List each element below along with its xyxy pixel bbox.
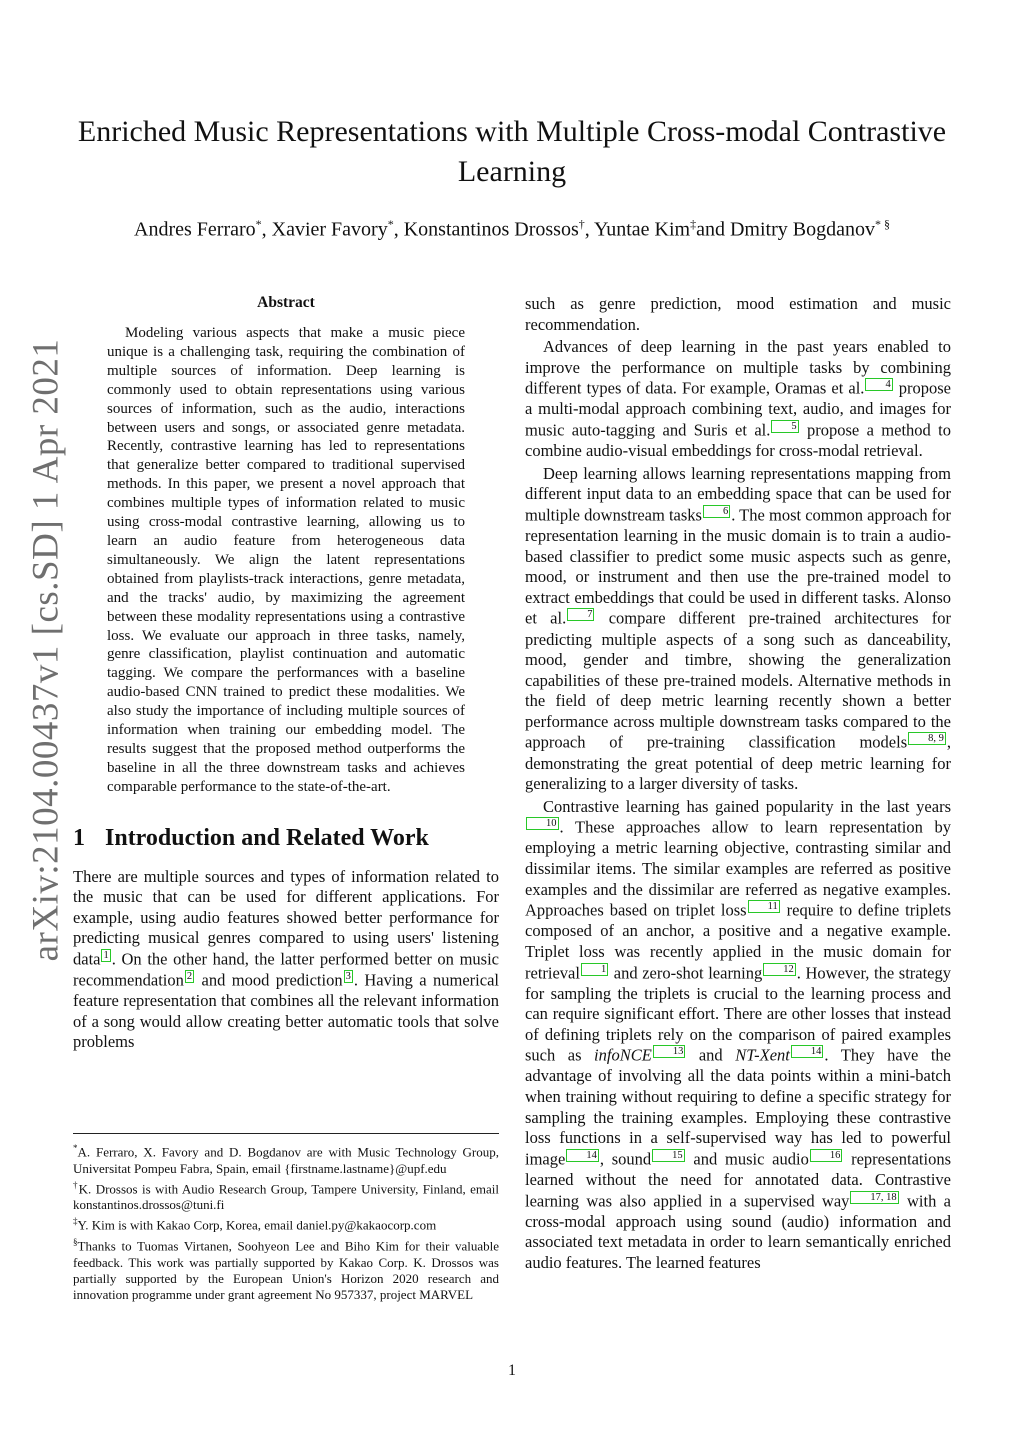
citation-link[interactable]: 10	[526, 817, 559, 830]
footnote	[73, 1177, 499, 1214]
footnote-mark: †	[73, 1179, 79, 1190]
text-run: and zero-shot learning	[609, 963, 763, 982]
text-run: and music audio	[685, 1149, 809, 1169]
author-mark: ‡	[690, 217, 697, 231]
text-run: . Having a numerical feature representation that combines all the relevant information of a song would allow creating better automatic tools that solve problems	[73, 970, 499, 1052]
paper-title: Enriched Music Representations with Multiple Cross-modal Contrastive Learning	[77, 115, 947, 188]
text-run: require to define triplets composed of an anchor, a positive and a negative example. Triplet loss was recently applied in the music domain for retrieval	[525, 900, 951, 982]
author-name: Yuntae Kim	[594, 218, 691, 241]
citation-link[interactable]: 14	[791, 1045, 824, 1058]
citation-link[interactable]: 12	[763, 963, 796, 976]
author-list	[40, 210, 984, 244]
paragraph: such as genre prediction, mood estimation and music recommendation.	[525, 294, 951, 334]
author-name: Konstantinos Drossos	[403, 218, 579, 241]
author-mark: *	[255, 217, 262, 231]
author-name: Andres Ferraro	[134, 218, 256, 241]
footnote-text: Thanks to Tuomas Virtanen, Soohyeon Lee and Biho Kim for their valuable feedback. This work was partially supported by Kakao Corp. K. Drossos was partially supported by the European Union's Horizon 2020 research and innovation programme under grant agreement No 957337, project MARVEL	[73, 1238, 499, 1302]
text-run: with a cross-modal approach using sound (audio) information and associated text metadata in order to learn semantically enriched audio features. The learned features	[525, 1191, 951, 1272]
author-separator: ,	[393, 218, 404, 241]
left-column	[73, 294, 499, 1053]
emphasis: infoNCE	[594, 1045, 652, 1065]
text-run: propose a multi-modal approach combining text, audio, and images for music auto-tagging and Suris et al.	[525, 378, 951, 440]
text-run: and mood prediction	[195, 970, 343, 990]
footnote-text: K. Drossos is with Audio Research Group, Tampere University, Finland, email konstantinos.drossos@tuni.fi	[73, 1181, 500, 1213]
text-run: representations learned without the need for annotated data. Contrastive learning was also applied in a supervised way	[525, 1149, 951, 1211]
arxiv-stamp: arXiv:2104.00437v1 [cs.SD] 1 Apr 2021	[25, 338, 67, 962]
text-run: , sound	[599, 1149, 652, 1169]
text-run: There are multiple sources and types of information related to the music that can be used for different applications. For example, using audio features showed better performance for predicting musical genres compared to using users' listening data	[73, 866, 499, 969]
citation-link[interactable]: 5	[771, 420, 798, 433]
citation-link[interactable]: 1	[103, 950, 109, 962]
citation-link[interactable]: 1	[581, 963, 608, 976]
author-name: Dmitry Bogdanov	[729, 218, 875, 241]
footnote-mark: ‡	[73, 1216, 78, 1227]
author-name: Xavier Favory	[271, 218, 388, 241]
paragraph	[525, 797, 951, 1274]
author-separator: ,	[584, 218, 594, 241]
citation-link[interactable]: 7	[567, 608, 594, 621]
citation-link[interactable]: 15	[652, 1149, 685, 1162]
section-number: 1	[73, 824, 85, 851]
author-separator: and	[696, 218, 730, 241]
citation-link[interactable]: 13	[653, 1045, 686, 1058]
section-title: Introduction and Related Work	[105, 824, 429, 851]
author-separator: ,	[261, 218, 272, 241]
citation-link[interactable]: 11	[748, 900, 780, 913]
section-heading	[73, 823, 499, 853]
author-mark: *	[387, 217, 394, 231]
footnote	[73, 1213, 499, 1234]
abstract-text: Modeling various aspects that make a music piece unique is a challenging task, requiring the combination of multiple sources of information. Deep learning is commonly used to obtain representations using various sources of information, such as the audio, interactions between users and songs, or associated genre metadata. Recently, contrastive learning has led to representations that generalize better compared to traditional supervised methods. In this paper, we present a novel approach that combines multiple types of information related to music using cross-modal contrastive learning, allowing us to learn an audio feature from heterogeneous data simultaneously. We align the latent representations obtained from playlists-track interactions, genre metadata, and the tracks' audio, by maximizing the agreement between these modality representations using a contrastive loss. We evaluate our approach in three tasks, namely, genre classification, playlist continuation and automatic tagging. We compare the performances with a baseline audio-based CNN trained to predict these modalities. We also study the importance of including multiple sources of information when training our embedding model. The results suggest that the proposed method outperforms the baseline in all the three downstream tasks and achieves comparable performance to the state-of-the-art.	[107, 325, 465, 795]
citation-link[interactable]: 8, 9	[908, 732, 946, 745]
footnote	[73, 1234, 499, 1303]
emphasis: NT-Xent	[735, 1045, 790, 1065]
text-run: and	[686, 1045, 736, 1065]
citation-link[interactable]: 3	[345, 971, 351, 983]
text-run: Deep learning allows learning representations mapping from different input data to an embedding space that can be used for multiple downstream tasks	[525, 463, 951, 525]
footnote-text: A. Ferraro, X. Favory and D. Bogdanov are with Music Technology Group, Universitat Pompeu Fabra, Spain, email {firstname.lastname}@upf.edu	[73, 1144, 499, 1176]
text-run: . They have the advantage of involving all the data points within a mini-batch when training without requiring to define a specific strategy for sampling the training examples. Employing these contrastive loss functions in a self-supervised way has led to powerful image	[525, 1045, 951, 1169]
text-run: compare different pre-trained architectures for predicting multiple aspects of a song such as danceability, mood, gender and timbre, showing the generalization capabilities of these pre-trained models. Alternative methods in the field of deep metric learning recently shown a better performance across multiple downstream tasks compared to the approach of pre-training classification models	[525, 608, 951, 752]
text-run: . The most common approach for representation learning in the music domain is to train a audio-based classifier to predict some music aspects such as genre, mood, or instrument and then use the pre-trained model to extract embeddings that could be used in different tasks. Alonso et al.	[525, 505, 951, 628]
intro-paragraph	[73, 867, 499, 1053]
text-run: , demonstrating the great potential of deep metric learning for generalizing to a larger diversity of tasks.	[525, 732, 951, 794]
paragraph	[525, 337, 951, 462]
text-run: Advances of deep learning in the past years enabled to improve the performance on multiple tasks by combining different types of data. For example, Oramas et al.	[525, 337, 951, 398]
text-run: Contrastive learning has gained popularity in the last years	[543, 796, 951, 816]
text-run: propose a method to combine audio-visual embeddings for cross-modal retrieval.	[525, 420, 952, 461]
abstract-heading: Abstract	[257, 294, 315, 311]
page-number: 1	[508, 1362, 516, 1379]
text-run: . On the other hand, the latter performed better on music recommendation	[73, 949, 499, 990]
footnote	[73, 1140, 499, 1177]
paragraph	[525, 464, 951, 795]
citation-link[interactable]: 14	[566, 1149, 599, 1162]
citation-link[interactable]: 17, 18	[850, 1191, 898, 1204]
author-mark: * §	[874, 217, 890, 231]
text-run: . These approaches allow to learn representation by employing a metric learning objective, contrasting similar and dissimilar items. The similar examples are referred as positive examples and the dissimilar are referred as negative examples. Approaches based on triplet loss	[525, 817, 951, 920]
citation-link[interactable]: 2	[186, 971, 193, 983]
footnote-text: Y. Kim is with Kakao Corp, Korea, email daniel.py@kakaocorp.com	[77, 1217, 437, 1233]
text-run: . However, the strategy for sampling the triplets is crucial to the learning process and can require significant effort. There are other losses that instead of defining triplets rely on the comparison of paired examples such as	[525, 963, 952, 1065]
right-column	[525, 294, 951, 1275]
author-mark: †	[578, 217, 585, 231]
citation-link[interactable]: 6	[703, 505, 730, 518]
footnotes	[73, 1133, 499, 1303]
footnote-mark: *	[73, 1143, 78, 1153]
citation-link[interactable]: 4	[865, 378, 892, 391]
footnote-mark: §	[73, 1237, 78, 1247]
citation-link[interactable]: 16	[810, 1149, 843, 1162]
